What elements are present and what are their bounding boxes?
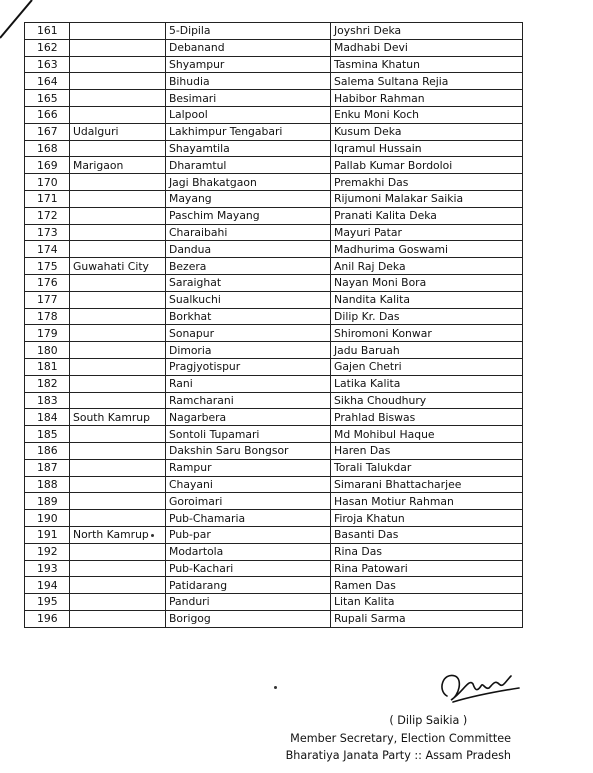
row-constituency: Dharamtul	[166, 157, 331, 174]
row-person: Firoja Khatun	[331, 510, 523, 527]
row-district	[70, 207, 166, 224]
row-district: South Kamrup	[70, 409, 166, 426]
row-person: Anil Raj Deka	[331, 258, 523, 275]
row-number: 170	[25, 174, 70, 191]
row-number: 168	[25, 140, 70, 157]
row-constituency: Shyampur	[166, 56, 331, 73]
table-row	[25, 442, 523, 459]
row-person: Tasmina Khatun	[331, 56, 523, 73]
row-number: 186	[25, 442, 70, 459]
row-person: Haren Das	[331, 442, 523, 459]
stray-mark	[151, 534, 154, 537]
row-number: 189	[25, 493, 70, 510]
table-row	[25, 90, 523, 107]
row-district	[70, 190, 166, 207]
row-district	[70, 358, 166, 375]
row-number: 165	[25, 90, 70, 107]
row-number: 181	[25, 358, 70, 375]
row-district	[70, 342, 166, 359]
row-constituency: Rampur	[166, 459, 331, 476]
row-number: 173	[25, 224, 70, 241]
row-number: 166	[25, 106, 70, 123]
row-person: Premakhi Das	[331, 174, 523, 191]
row-constituency: Saraighat	[166, 274, 331, 291]
signatory-name: ( Dilip Saikia )	[389, 714, 468, 727]
row-district	[70, 375, 166, 392]
row-district: North Kamrup	[70, 526, 166, 543]
table-row	[25, 123, 523, 140]
row-person: Kusum Deka	[331, 123, 523, 140]
row-constituency: Ramcharani	[166, 392, 331, 409]
table-row	[25, 342, 523, 359]
table-row	[25, 325, 523, 342]
row-constituency: Pub-Chamaria	[166, 510, 331, 527]
row-person: Simarani Bhattacharjee	[331, 476, 523, 493]
table-row	[25, 39, 523, 56]
row-district	[70, 543, 166, 560]
row-constituency: Lakhimpur Tengabari	[166, 123, 331, 140]
row-constituency: Jagi Bhakatgaon	[166, 174, 331, 191]
row-district	[70, 325, 166, 342]
table-row	[25, 291, 523, 308]
row-district	[70, 392, 166, 409]
row-number: 169	[25, 157, 70, 174]
row-constituency: Charaibahi	[166, 224, 331, 241]
row-district	[70, 510, 166, 527]
table-row	[25, 560, 523, 577]
row-number: 172	[25, 207, 70, 224]
row-number: 187	[25, 459, 70, 476]
row-number: 180	[25, 342, 70, 359]
table-row	[25, 358, 523, 375]
row-number: 195	[25, 594, 70, 611]
row-district	[70, 493, 166, 510]
row-person: Sikha Choudhury	[331, 392, 523, 409]
row-person: Iqramul Hussain	[331, 140, 523, 157]
row-constituency: Modartola	[166, 543, 331, 560]
row-constituency: Bezera	[166, 258, 331, 275]
row-person: Md Mohibul Haque	[331, 426, 523, 443]
row-constituency: Pragjyotispur	[166, 358, 331, 375]
row-number: 188	[25, 476, 70, 493]
row-person: Madhabi Devi	[331, 39, 523, 56]
row-person: Enku Moni Koch	[331, 106, 523, 123]
row-constituency: Rani	[166, 375, 331, 392]
row-number: 185	[25, 426, 70, 443]
row-number: 194	[25, 577, 70, 594]
table-row	[25, 308, 523, 325]
row-constituency: Lalpool	[166, 106, 331, 123]
row-district	[70, 140, 166, 157]
row-constituency: Nagarbera	[166, 409, 331, 426]
row-number: 171	[25, 190, 70, 207]
constituency-table	[24, 22, 523, 628]
row-number: 190	[25, 510, 70, 527]
row-person: Torali Talukdar	[331, 459, 523, 476]
table-row	[25, 392, 523, 409]
row-constituency: Chayani	[166, 476, 331, 493]
row-person: Habibor Rahman	[331, 90, 523, 107]
row-district	[70, 56, 166, 73]
table-row	[25, 157, 523, 174]
row-constituency: Dandua	[166, 241, 331, 258]
row-district	[70, 594, 166, 611]
row-number: 179	[25, 325, 70, 342]
stray-mark	[274, 686, 277, 689]
table-row	[25, 56, 523, 73]
row-district	[70, 560, 166, 577]
row-constituency: Debanand	[166, 39, 331, 56]
row-district	[70, 23, 166, 40]
row-constituency: Bihudia	[166, 73, 331, 90]
row-constituency: Besimari	[166, 90, 331, 107]
row-district	[70, 241, 166, 258]
row-constituency: Patidarang	[166, 577, 331, 594]
row-district: Guwahati City	[70, 258, 166, 275]
row-constituency: Pub-Kachari	[166, 560, 331, 577]
row-district	[70, 174, 166, 191]
row-person: Latika Kalita	[331, 375, 523, 392]
table-row	[25, 241, 523, 258]
row-constituency: Pub-par	[166, 526, 331, 543]
row-person: Salema Sultana Rejia	[331, 73, 523, 90]
row-district	[70, 274, 166, 291]
row-person: Nayan Moni Bora	[331, 274, 523, 291]
row-constituency: Panduri	[166, 594, 331, 611]
row-number: 191	[25, 526, 70, 543]
row-district	[70, 426, 166, 443]
row-person: Gajen Chetri	[331, 358, 523, 375]
row-constituency: Dimoria	[166, 342, 331, 359]
row-constituency: Mayang	[166, 190, 331, 207]
row-person: Ramen Das	[331, 577, 523, 594]
row-district	[70, 39, 166, 56]
row-number: 184	[25, 409, 70, 426]
row-person: Pallab Kumar Bordoloi	[331, 157, 523, 174]
row-number: 177	[25, 291, 70, 308]
row-district	[70, 610, 166, 627]
row-number: 174	[25, 241, 70, 258]
row-person: Shiromoni Konwar	[331, 325, 523, 342]
table-row	[25, 258, 523, 275]
row-person: Joyshri Deka	[331, 23, 523, 40]
signatory-organisation: Bharatiya Janata Party :: Assam Pradesh	[285, 749, 511, 762]
row-person: Madhurima Goswami	[331, 241, 523, 258]
table-row	[25, 476, 523, 493]
row-person: Hasan Motiur Rahman	[331, 493, 523, 510]
row-constituency: Borkhat	[166, 308, 331, 325]
row-person: Basanti Das	[331, 526, 523, 543]
row-person: Litan Kalita	[331, 594, 523, 611]
table-row	[25, 459, 523, 476]
row-number: 178	[25, 308, 70, 325]
signature-image	[433, 662, 521, 708]
row-person: Rijumoni Malakar Saikia	[331, 190, 523, 207]
table-row	[25, 274, 523, 291]
row-constituency: Sonapur	[166, 325, 331, 342]
table-row	[25, 375, 523, 392]
row-constituency: Dakshin Saru Bongsor	[166, 442, 331, 459]
row-district	[70, 90, 166, 107]
signatory-title: Member Secretary, Election Committee	[290, 731, 511, 745]
row-number: 164	[25, 73, 70, 90]
row-district	[70, 442, 166, 459]
table-row	[25, 190, 523, 207]
row-constituency: Paschim Mayang	[166, 207, 331, 224]
table-row	[25, 510, 523, 527]
row-district	[70, 291, 166, 308]
table-row	[25, 610, 523, 627]
row-constituency: Shayamtila	[166, 140, 331, 157]
row-constituency: Borigog	[166, 610, 331, 627]
row-number: 192	[25, 543, 70, 560]
row-number: 162	[25, 39, 70, 56]
row-person: Mayuri Patar	[331, 224, 523, 241]
row-person: Prahlad Biswas	[331, 409, 523, 426]
table-row	[25, 207, 523, 224]
row-number: 175	[25, 258, 70, 275]
row-number: 193	[25, 560, 70, 577]
row-person: Pranati Kalita Deka	[331, 207, 523, 224]
row-person: Dilip Kr. Das	[331, 308, 523, 325]
row-person: Rupali Sarma	[331, 610, 523, 627]
table-row	[25, 224, 523, 241]
row-constituency: Goroimari	[166, 493, 331, 510]
row-district	[70, 308, 166, 325]
table-row	[25, 174, 523, 191]
signature-block	[286, 712, 511, 765]
table-row	[25, 409, 523, 426]
row-number: 161	[25, 23, 70, 40]
row-person: Rina Patowari	[331, 560, 523, 577]
row-constituency: Sualkuchi	[166, 291, 331, 308]
row-number: 182	[25, 375, 70, 392]
row-district	[70, 459, 166, 476]
row-district: Udalguri	[70, 123, 166, 140]
row-district: Marigaon	[70, 157, 166, 174]
row-district	[70, 106, 166, 123]
row-constituency: 5-Dipila	[166, 23, 331, 40]
row-number: 196	[25, 610, 70, 627]
table-row	[25, 140, 523, 157]
table-row	[25, 543, 523, 560]
table-row	[25, 106, 523, 123]
row-number: 167	[25, 123, 70, 140]
row-constituency: Sontoli Tupamari	[166, 426, 331, 443]
row-district	[70, 224, 166, 241]
table-row	[25, 594, 523, 611]
row-district	[70, 73, 166, 90]
table-row	[25, 426, 523, 443]
row-number: 176	[25, 274, 70, 291]
row-number: 183	[25, 392, 70, 409]
row-person: Jadu Baruah	[331, 342, 523, 359]
row-person: Nandita Kalita	[331, 291, 523, 308]
row-district	[70, 476, 166, 493]
table-row	[25, 23, 523, 40]
table-row	[25, 577, 523, 594]
row-number: 163	[25, 56, 70, 73]
table-row	[25, 493, 523, 510]
table-row	[25, 73, 523, 90]
row-district	[70, 577, 166, 594]
row-person: Rina Das	[331, 543, 523, 560]
table-row	[25, 526, 523, 543]
